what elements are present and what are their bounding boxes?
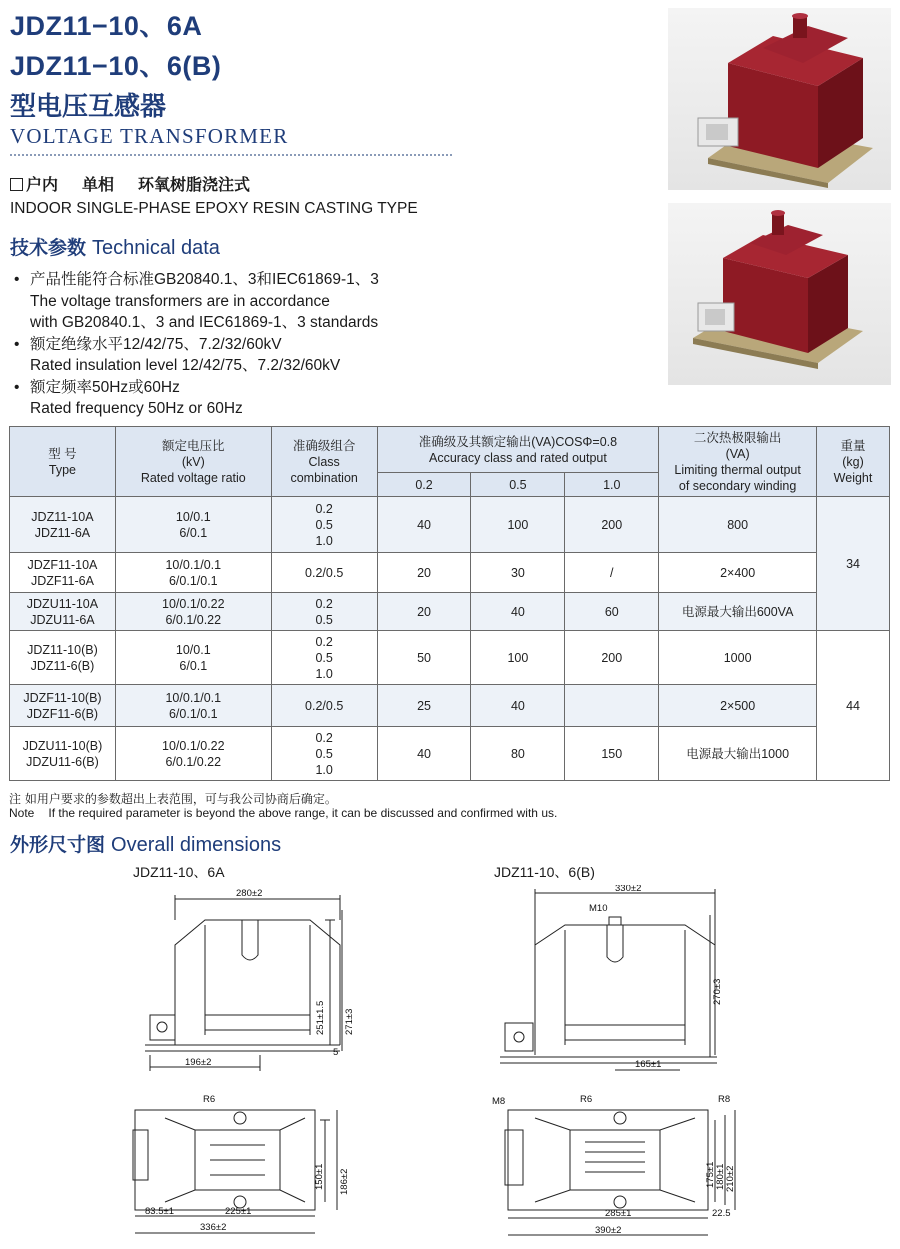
drawing-a-top bbox=[125, 1090, 370, 1240]
header-out-10: 1.0 bbox=[565, 473, 659, 497]
dim-b-width-top: 330±2 bbox=[615, 885, 642, 894]
type-cn: 户内 单相 环氧树脂浇注式 bbox=[10, 172, 250, 195]
header-thermal: 二次热极限输出 (VA) Limiting thermal output of secondary winding bbox=[659, 427, 817, 497]
dimensions-heading: 外形尺寸图 Overall dimensions bbox=[10, 834, 282, 856]
dotted-divider bbox=[10, 154, 452, 156]
product-title-line1: JDZ11−10、6A bbox=[10, 11, 203, 41]
drawing-a-front bbox=[130, 885, 370, 1075]
dim-a-base: 5 bbox=[333, 1047, 339, 1058]
dim-a-width-bottom: 196±2 bbox=[185, 1057, 212, 1068]
dim-a-height-2: 271±3 bbox=[344, 1008, 355, 1035]
drawing-label-b: JDZ11-10、6(B) bbox=[494, 864, 595, 880]
product-photo-b bbox=[668, 203, 891, 385]
table-row: JDZ11-10(B) JDZ11-6(B) 10/0.1 6/0.1 0.2 0.5 1.0 50 100 200 1000 44 bbox=[10, 631, 890, 685]
dim-a-width-3: 83.5±1 bbox=[145, 1206, 174, 1217]
dim-a-width-4: 225±1 bbox=[225, 1206, 252, 1217]
tech-line: The voltage transformers are in accordance bbox=[30, 292, 330, 310]
table-row: JDZU11-10A JDZU11-6A 10/0.1/0.22 6/0.1/0.22 0.2 0.5 20 40 60 电源最大输出600VA bbox=[10, 593, 890, 631]
header-output: 准确级及其额定输出(VA)COSΦ=0.8 Accuracy class and rated output bbox=[377, 427, 659, 473]
dim-a-height-3: 150±1 bbox=[314, 1163, 325, 1190]
drawing-b-top bbox=[490, 1090, 750, 1240]
table-row: JDZ11-10A JDZ11-6A 10/0.1 6/0.1 0.2 0.5 1.0 40 100 200 800 34 bbox=[10, 497, 890, 553]
drawing-b-front bbox=[495, 885, 740, 1075]
tech-heading: 技术参数 Technical data bbox=[10, 237, 220, 259]
dim-b-width-5: 390±2 bbox=[595, 1225, 622, 1236]
note-en: Note If the required parameter is beyond the above range, it can be discussed and confirmed with us. bbox=[9, 806, 558, 820]
dim-b-height-1: 270±3 bbox=[712, 978, 723, 1005]
dim-b-r8: R8 bbox=[718, 1094, 731, 1105]
type-en: INDOOR SINGLE-PHASE EPOXY RESIN CASTING TYPE bbox=[10, 200, 418, 217]
dim-b-height-5: 210±2 bbox=[725, 1165, 736, 1192]
checkbox-icon bbox=[10, 178, 23, 191]
dim-b-width-4: 22.5 bbox=[712, 1208, 731, 1219]
header-weight: 重量 (kg) Weight bbox=[817, 427, 890, 497]
table-row: JDZF11-10(B) JDZF11-6(B) 10/0.1/0.1 6/0.1/0.1 0.2/0.5 25 40 2×500 bbox=[10, 685, 890, 727]
dim-a-width-top: 280±2 bbox=[236, 888, 263, 899]
header-type: 型 号 Type bbox=[10, 427, 116, 497]
tech-line: Rated frequency 50Hz or 60Hz bbox=[30, 400, 243, 417]
tech-bullets bbox=[12, 269, 379, 420]
product-photo-a bbox=[668, 8, 891, 190]
product-title-en: VOLTAGE TRANSFORMER bbox=[10, 124, 289, 148]
tech-line: • 产品性能符合标准GB20840.1、3和IEC61869-1、3 bbox=[12, 269, 379, 291]
tech-line: Rated insulation level 12/42/75、7.2/32/60kV bbox=[30, 357, 341, 374]
dim-a-height-1: 251±1.5 bbox=[315, 1000, 326, 1035]
tech-line: • 额定频率50Hz或60Hz bbox=[12, 377, 379, 399]
header-out-05: 0.5 bbox=[471, 473, 565, 497]
tech-line: • 额定绝缘水平12/42/75、7.2/32/60kV bbox=[12, 334, 379, 356]
table-row: JDZU11-10(B) JDZU11-6(B) 10/0.1/0.22 6/0.1/0.22 0.2 0.5 1.0 40 80 150 电源最大输出1000 bbox=[10, 727, 890, 781]
tech-line: with GB20840.1、3 and IEC61869-1、3 standards bbox=[30, 314, 379, 331]
header-out-02: 0.2 bbox=[377, 473, 471, 497]
dim-a-radius: R6 bbox=[203, 1094, 216, 1105]
header-class: 准确级组合 Class combination bbox=[271, 427, 377, 497]
dim-b-r6: R6 bbox=[580, 1094, 593, 1105]
table-row: JDZF11-10A JDZF11-6A 10/0.1/0.1 6/0.1/0.1 0.2/0.5 20 30 / 2×400 bbox=[10, 553, 890, 593]
note-cn: 注 如用户要求的参数超出上表范围，可与我公司协商后确定。 bbox=[9, 792, 337, 806]
dim-a-height-4: 186±2 bbox=[339, 1168, 350, 1195]
weight-a: 34 bbox=[817, 497, 890, 631]
dim-b-height-3: 175±1 bbox=[705, 1161, 716, 1188]
dim-b-m8: M8 bbox=[492, 1096, 506, 1107]
drawing-label-a: JDZ11-10、6A bbox=[133, 864, 225, 880]
header-ratio: 额定电压比 (kV) Rated voltage ratio bbox=[115, 427, 271, 497]
product-title-cn: 型电压互感器 bbox=[10, 92, 167, 122]
dim-a-width-5: 336±2 bbox=[200, 1222, 227, 1233]
spec-table bbox=[9, 426, 890, 781]
dim-b-width-bottom: 165±1 bbox=[635, 1059, 662, 1070]
dim-b-width-3: 285±1 bbox=[605, 1208, 632, 1219]
weight-b: 44 bbox=[817, 631, 890, 781]
dim-b-height-4: 180±1 bbox=[715, 1163, 726, 1190]
product-title-line2: JDZ11−10、6(B) bbox=[10, 51, 222, 81]
dim-b-m10: M10 bbox=[589, 903, 608, 914]
